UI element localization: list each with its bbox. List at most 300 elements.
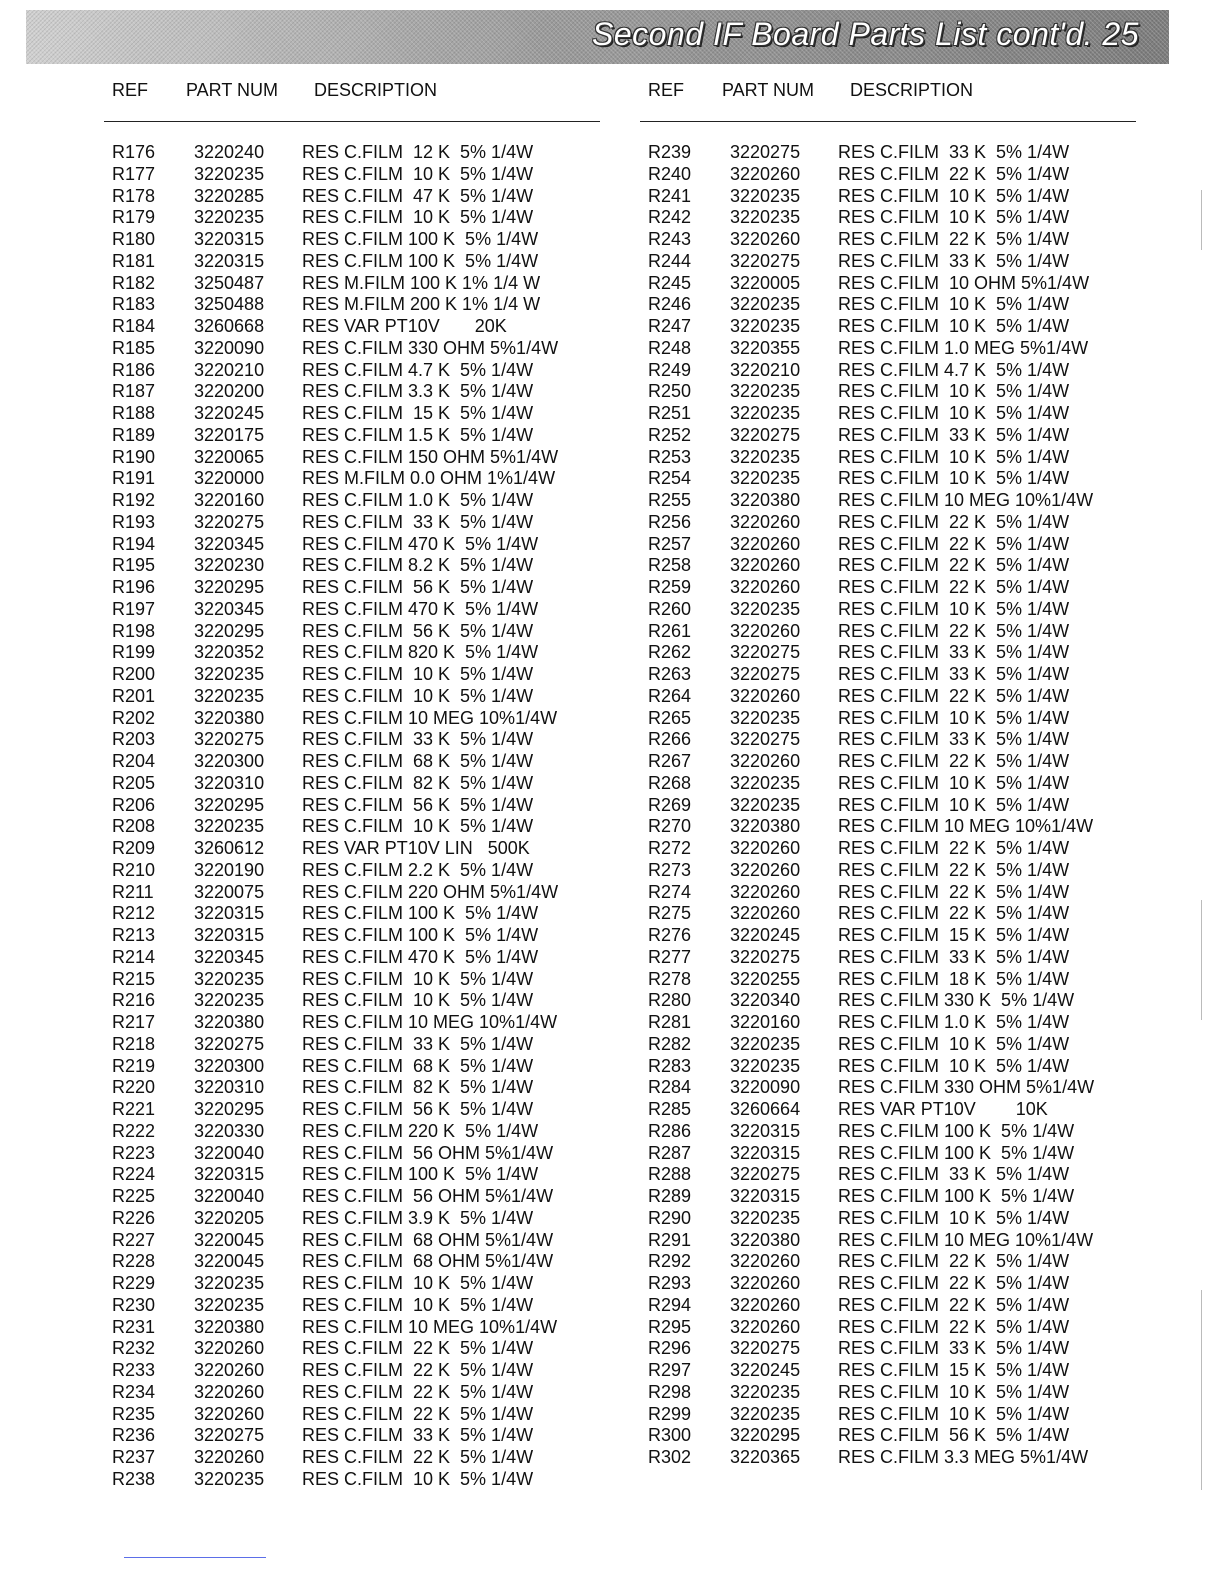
description-cell: RES C.FILM 10 K 5% 1/4W — [838, 772, 1070, 793]
table-row — [104, 947, 600, 969]
part-num-cell: 3220260 — [730, 1251, 801, 1272]
part-num-cell: 3220235 — [194, 207, 265, 228]
ref-cell: R238 — [112, 1468, 156, 1489]
ref-cell: R209 — [112, 838, 156, 858]
part-num-cell: 3220235 — [730, 707, 801, 728]
ref-cell: R177 — [112, 163, 156, 184]
header-divider — [640, 121, 1136, 122]
table-row — [104, 360, 600, 382]
ref-cell: R244 — [648, 250, 692, 271]
description-cell: RES C.FILM 33 K 5% 1/4W — [838, 664, 1070, 684]
table-row — [640, 1404, 1136, 1426]
description-cell: RES C.FILM 10 K 5% 1/4W — [302, 685, 534, 706]
part-num-cell: 3220210 — [730, 359, 801, 380]
description-cell: RES C.FILM 10 MEG 10%1/4W — [838, 1229, 1094, 1250]
ref-cell: R269 — [648, 794, 692, 815]
ref-cell: R198 — [112, 620, 156, 641]
description-cell: RES C.FILM 22 K 5% 1/4W — [838, 620, 1070, 641]
table-row — [104, 969, 600, 991]
description-cell: RES C.FILM 18 K 5% 1/4W — [838, 968, 1070, 989]
description-cell: RES C.FILM 22 K 5% 1/4W — [838, 838, 1070, 858]
part-num-cell: 3220235 — [730, 1033, 801, 1054]
part-num-cell: 3220260 — [730, 511, 801, 532]
table-row — [640, 816, 1136, 838]
table-row — [104, 186, 600, 208]
description-cell: RES VAR PT10V 20K — [302, 316, 507, 336]
description-cell: RES C.FILM 15 K 5% 1/4W — [838, 1360, 1070, 1380]
part-num-cell: 3220295 — [194, 1099, 265, 1119]
ref-cell: R255 — [648, 490, 692, 510]
part-num-cell: 3220235 — [194, 968, 265, 989]
table-row — [640, 925, 1136, 947]
ref-cell: R256 — [648, 511, 692, 532]
table-row — [640, 664, 1136, 686]
ref-cell: R179 — [112, 207, 156, 228]
table-row — [640, 1077, 1136, 1099]
header-part-num: PART NUM — [186, 80, 279, 100]
description-cell: RES M.FILM 0.0 OHM 1%1/4W — [302, 468, 556, 489]
part-num-cell: 3220235 — [730, 381, 801, 402]
part-num-cell: 3220315 — [730, 1186, 801, 1206]
description-cell: RES C.FILM 10 K 5% 1/4W — [838, 403, 1070, 423]
ref-cell: R191 — [112, 468, 156, 489]
ref-cell: R260 — [648, 598, 692, 619]
ref-cell: R220 — [112, 1077, 156, 1098]
ref-cell: R201 — [112, 685, 156, 706]
description-cell: RES C.FILM 33 K 5% 1/4W — [838, 424, 1070, 445]
ref-cell: R194 — [112, 533, 156, 554]
table-row — [640, 1230, 1136, 1252]
table-row — [640, 1164, 1136, 1186]
ref-cell: R188 — [112, 403, 156, 423]
description-cell: RES C.FILM 47 K 5% 1/4W — [302, 185, 534, 206]
ref-cell: R264 — [648, 685, 692, 706]
part-num-cell: 3220235 — [194, 1273, 265, 1293]
description-cell: RES C.FILM 22 K 5% 1/4W — [838, 533, 1070, 554]
ref-cell: R189 — [112, 424, 156, 445]
ref-cell: R231 — [112, 1316, 156, 1337]
part-num-cell: 3220235 — [730, 185, 801, 206]
ref-cell: R274 — [648, 881, 692, 902]
header-description: DESCRIPTION — [850, 80, 974, 100]
table-row — [104, 621, 600, 643]
table-row — [640, 1056, 1136, 1078]
ref-cell: R296 — [648, 1338, 692, 1359]
description-cell: RES C.FILM 8.2 K 5% 1/4W — [302, 555, 534, 576]
part-num-cell: 3220355 — [730, 337, 801, 358]
ref-cell: R184 — [112, 316, 156, 336]
ref-cell: R293 — [648, 1273, 692, 1293]
part-num-cell: 3220090 — [730, 1077, 801, 1098]
part-num-cell: 3220315 — [194, 1164, 265, 1185]
part-num-cell: 3220235 — [730, 1207, 801, 1228]
part-num-cell: 3220210 — [194, 359, 265, 380]
ref-cell: R297 — [648, 1360, 692, 1380]
part-num-cell: 3220075 — [194, 881, 265, 902]
description-cell: RES C.FILM 33 K 5% 1/4W — [302, 1425, 534, 1446]
part-num-cell: 3220345 — [194, 946, 265, 967]
part-num-cell: 3220235 — [730, 294, 801, 315]
part-num-cell: 3220315 — [194, 229, 265, 249]
ref-cell: R233 — [112, 1360, 156, 1380]
ref-cell: R277 — [648, 946, 692, 967]
table-row — [640, 425, 1136, 447]
table-row — [640, 534, 1136, 556]
description-cell: RES C.FILM 1.5 K 5% 1/4W — [302, 424, 534, 445]
part-num-cell: 3220235 — [730, 403, 801, 423]
part-num-cell: 3220245 — [730, 1360, 801, 1380]
part-num-cell: 3220235 — [730, 1055, 801, 1076]
description-cell: RES C.FILM 4.7 K 5% 1/4W — [302, 359, 534, 380]
part-num-cell: 3220380 — [194, 1316, 265, 1337]
part-num-cell: 3220235 — [730, 598, 801, 619]
part-num-cell: 3220235 — [730, 468, 801, 489]
table-row — [640, 229, 1136, 251]
part-num-cell: 3260612 — [194, 838, 265, 858]
description-cell: RES C.FILM 150 OHM 5%1/4W — [302, 446, 559, 467]
ref-cell: R196 — [112, 577, 156, 597]
part-num-cell: 3220245 — [194, 403, 265, 423]
description-cell: RES C.FILM 10 MEG 10%1/4W — [838, 490, 1094, 510]
description-cell: RES M.FILM 100 K 1% 1/4 W — [302, 272, 541, 293]
description-cell: RES C.FILM 15 K 5% 1/4W — [838, 925, 1070, 945]
table-row — [640, 1447, 1136, 1469]
table-row — [104, 251, 600, 273]
part-num-cell: 3220260 — [730, 838, 801, 858]
part-num-cell: 3220275 — [194, 511, 265, 532]
description-cell: RES C.FILM 82 K 5% 1/4W — [302, 1077, 534, 1098]
part-num-cell: 3250488 — [194, 294, 265, 315]
description-cell: RES C.FILM 56 K 5% 1/4W — [302, 577, 534, 597]
description-cell: RES C.FILM 22 K 5% 1/4W — [838, 1273, 1070, 1293]
table-row — [104, 1208, 600, 1230]
table-row — [104, 882, 600, 904]
description-cell: RES C.FILM 100 K 5% 1/4W — [302, 903, 539, 924]
table-row — [104, 425, 600, 447]
table-row — [104, 1077, 600, 1099]
ref-cell: R245 — [648, 272, 692, 293]
ref-cell: R266 — [648, 729, 692, 750]
table-row — [640, 142, 1136, 164]
table-row — [640, 164, 1136, 186]
table-row — [104, 294, 600, 316]
part-num-cell: 3220045 — [194, 1229, 265, 1250]
part-num-cell: 3220235 — [730, 446, 801, 467]
table-row — [640, 273, 1136, 295]
description-cell: RES C.FILM 68 OHM 5%1/4W — [302, 1251, 554, 1272]
description-cell: RES C.FILM 68 K 5% 1/4W — [302, 751, 534, 771]
table-row — [104, 838, 600, 860]
scan-edge-mark — [1201, 900, 1202, 1020]
part-num-cell: 3220275 — [730, 1164, 801, 1185]
part-num-cell: 3220295 — [730, 1425, 801, 1446]
table-row — [640, 708, 1136, 730]
description-cell: RES C.FILM 68 K 5% 1/4W — [302, 1055, 534, 1076]
ref-cell: R239 — [648, 142, 692, 162]
part-num-cell: 3220235 — [194, 1468, 265, 1489]
ref-cell: R276 — [648, 925, 692, 945]
table-row — [104, 164, 600, 186]
table-row — [104, 773, 600, 795]
part-num-cell: 3220295 — [194, 794, 265, 815]
ref-cell: R280 — [648, 990, 692, 1011]
part-num-cell: 3220235 — [730, 1381, 801, 1402]
ref-cell: R226 — [112, 1207, 156, 1228]
part-num-cell: 3220040 — [194, 1142, 265, 1163]
part-num-cell: 3220205 — [194, 1207, 265, 1228]
ref-cell: R275 — [648, 903, 692, 924]
ref-cell: R268 — [648, 772, 692, 793]
description-cell: RES C.FILM 10 K 5% 1/4W — [838, 316, 1070, 336]
part-num-cell: 3220260 — [730, 555, 801, 576]
part-num-cell: 3220090 — [194, 337, 265, 358]
table-row — [104, 1099, 600, 1121]
table-row — [640, 1208, 1136, 1230]
table-row — [640, 621, 1136, 643]
table-body — [104, 142, 600, 1491]
ref-cell: R298 — [648, 1381, 692, 1402]
ref-cell: R225 — [112, 1186, 156, 1206]
header-ref: REF — [112, 80, 148, 100]
ref-cell: R223 — [112, 1142, 156, 1163]
ref-cell: R270 — [648, 816, 692, 837]
part-num-cell: 3220300 — [194, 1055, 265, 1076]
description-cell: RES C.FILM 33 K 5% 1/4W — [838, 1338, 1070, 1359]
footer-line — [124, 1557, 266, 1558]
table-row — [104, 1273, 600, 1295]
description-cell: RES VAR PT10V 10K — [838, 1099, 1048, 1119]
description-cell: RES C.FILM 33 K 5% 1/4W — [302, 511, 534, 532]
ref-cell: R215 — [112, 968, 156, 989]
part-num-cell: 3220260 — [194, 1338, 265, 1359]
part-num-cell: 3220260 — [194, 1447, 265, 1467]
description-cell: RES C.FILM 22 K 5% 1/4W — [838, 685, 1070, 706]
table-row — [104, 903, 600, 925]
description-cell: RES C.FILM 56 K 5% 1/4W — [302, 620, 534, 641]
description-cell: RES C.FILM 10 K 5% 1/4W — [302, 1294, 534, 1315]
part-num-cell: 3220275 — [730, 142, 801, 162]
part-num-cell: 3220260 — [730, 881, 801, 902]
table-row — [104, 686, 600, 708]
part-num-cell: 3220230 — [194, 555, 265, 576]
description-cell: RES C.FILM 56 K 5% 1/4W — [302, 1099, 534, 1119]
ref-cell: R206 — [112, 794, 156, 815]
description-cell: RES C.FILM 3.3 K 5% 1/4W — [302, 381, 534, 402]
description-cell: RES C.FILM 10 MEG 10%1/4W — [838, 816, 1094, 837]
part-num-cell: 3220260 — [730, 620, 801, 641]
part-num-cell: 3220380 — [730, 490, 801, 510]
part-num-cell: 3220345 — [194, 533, 265, 554]
ref-cell: R234 — [112, 1381, 156, 1402]
table-row — [104, 1251, 600, 1273]
table-row — [640, 599, 1136, 621]
ref-cell: R210 — [112, 859, 156, 880]
part-num-cell: 3260664 — [730, 1099, 801, 1119]
table-row — [104, 1404, 600, 1426]
part-num-cell: 3220260 — [730, 1273, 801, 1293]
table-row — [640, 969, 1136, 991]
table-row — [640, 1338, 1136, 1360]
description-cell: RES C.FILM 15 K 5% 1/4W — [302, 403, 534, 423]
ref-cell: R228 — [112, 1251, 156, 1272]
table-row — [640, 1099, 1136, 1121]
part-num-cell: 3220380 — [730, 816, 801, 837]
part-num-cell: 3220285 — [194, 185, 265, 206]
description-cell: RES C.FILM 56 OHM 5%1/4W — [302, 1186, 554, 1206]
description-cell: RES C.FILM 22 K 5% 1/4W — [302, 1360, 534, 1380]
table-row — [104, 555, 600, 577]
description-cell: RES C.FILM 33 K 5% 1/4W — [302, 729, 534, 750]
ref-cell: R176 — [112, 142, 156, 162]
ref-cell: R214 — [112, 946, 156, 967]
description-cell: RES C.FILM 10 K 5% 1/4W — [838, 1207, 1070, 1228]
part-num-cell: 3220260 — [730, 859, 801, 880]
table-row — [640, 838, 1136, 860]
ref-cell: R263 — [648, 664, 692, 684]
description-cell: RES C.FILM 22 K 5% 1/4W — [838, 859, 1070, 880]
ref-cell: R243 — [648, 229, 692, 249]
description-cell: RES C.FILM 1.0 K 5% 1/4W — [838, 1012, 1070, 1032]
table-row — [640, 447, 1136, 469]
table-row — [104, 1469, 600, 1491]
part-num-cell: 3220260 — [730, 685, 801, 706]
ref-cell: R230 — [112, 1294, 156, 1315]
part-num-cell: 3220045 — [194, 1251, 265, 1272]
part-num-cell: 3220260 — [730, 1294, 801, 1315]
description-cell: RES C.FILM 22 K 5% 1/4W — [838, 1316, 1070, 1337]
table-row — [104, 599, 600, 621]
ref-cell: R254 — [648, 468, 692, 489]
part-num-cell: 3220260 — [730, 533, 801, 554]
description-cell: RES C.FILM 22 K 5% 1/4W — [838, 163, 1070, 184]
ref-cell: R252 — [648, 424, 692, 445]
description-cell: RES C.FILM 3.3 MEG 5%1/4W — [838, 1447, 1089, 1467]
ref-cell: R285 — [648, 1099, 692, 1119]
description-cell: RES C.FILM 1.0 MEG 5%1/4W — [838, 337, 1089, 358]
description-cell: RES VAR PT10V LIN 500K — [302, 838, 530, 858]
table-row — [104, 664, 600, 686]
header-description: DESCRIPTION — [314, 80, 438, 100]
table-row — [640, 1273, 1136, 1295]
description-cell: RES C.FILM 10 K 5% 1/4W — [302, 968, 534, 989]
description-cell: RES C.FILM 10 K 5% 1/4W — [838, 1381, 1070, 1402]
part-num-cell: 3220000 — [194, 468, 265, 489]
part-num-cell: 3220235 — [194, 664, 265, 684]
description-cell: RES C.FILM 56 K 5% 1/4W — [838, 1425, 1070, 1446]
table-row — [640, 251, 1136, 273]
description-cell: RES C.FILM 22 K 5% 1/4W — [838, 1251, 1070, 1272]
table-row — [104, 1317, 600, 1339]
scan-edge-mark — [1201, 1290, 1202, 1490]
description-cell: RES C.FILM 100 K 5% 1/4W — [838, 1142, 1075, 1163]
ref-cell: R250 — [648, 381, 692, 402]
ref-cell: R291 — [648, 1229, 692, 1250]
description-cell: RES C.FILM 3.9 K 5% 1/4W — [302, 1207, 534, 1228]
part-num-cell: 3220330 — [194, 1120, 265, 1141]
ref-cell: R251 — [648, 403, 692, 423]
ref-cell: R195 — [112, 555, 156, 576]
part-num-cell: 3220310 — [194, 1077, 265, 1098]
description-cell: RES C.FILM 22 K 5% 1/4W — [302, 1381, 534, 1402]
table-row — [104, 1338, 600, 1360]
description-cell: RES C.FILM 10 K 5% 1/4W — [302, 664, 534, 684]
table-row — [640, 642, 1136, 664]
part-num-cell: 3220315 — [194, 925, 265, 945]
table-row — [640, 1012, 1136, 1034]
table-row — [640, 686, 1136, 708]
ref-cell: R181 — [112, 250, 156, 271]
part-num-cell: 3220275 — [730, 1338, 801, 1359]
part-num-cell: 3220275 — [730, 424, 801, 445]
ref-cell: R273 — [648, 859, 692, 880]
description-cell: RES C.FILM 10 K 5% 1/4W — [302, 1468, 534, 1489]
ref-cell: R240 — [648, 163, 692, 184]
table-row — [640, 1121, 1136, 1143]
ref-cell: R278 — [648, 968, 692, 989]
description-cell: RES C.FILM 33 K 5% 1/4W — [838, 642, 1070, 663]
part-num-cell: 3220190 — [194, 859, 265, 880]
table-header — [640, 72, 1136, 112]
part-num-cell: 3220255 — [730, 968, 801, 989]
description-cell: RES C.FILM 820 K 5% 1/4W — [302, 642, 539, 663]
header-divider — [104, 121, 600, 122]
ref-cell: R213 — [112, 925, 156, 945]
table-row — [640, 860, 1136, 882]
description-cell: RES C.FILM 33 K 5% 1/4W — [838, 142, 1070, 162]
table-body — [640, 142, 1136, 1469]
description-cell: RES C.FILM 22 K 5% 1/4W — [838, 511, 1070, 532]
part-num-cell: 3220275 — [730, 729, 801, 750]
ref-cell: R186 — [112, 359, 156, 380]
table-row — [640, 773, 1136, 795]
description-cell: RES C.FILM 10 MEG 10%1/4W — [302, 1012, 558, 1032]
ref-cell: R286 — [648, 1120, 692, 1141]
ref-cell: R236 — [112, 1425, 156, 1446]
part-num-cell: 3220235 — [730, 794, 801, 815]
table-row — [640, 1317, 1136, 1339]
table-row — [640, 207, 1136, 229]
ref-cell: R178 — [112, 185, 156, 206]
ref-cell: R205 — [112, 772, 156, 793]
table-row — [640, 903, 1136, 925]
description-cell: RES C.FILM 220 K 5% 1/4W — [302, 1120, 539, 1141]
description-cell: RES C.FILM 22 K 5% 1/4W — [838, 751, 1070, 771]
description-cell: RES M.FILM 200 K 1% 1/4 W — [302, 294, 541, 315]
description-cell: RES C.FILM 100 K 5% 1/4W — [838, 1186, 1075, 1206]
part-num-cell: 3220315 — [730, 1120, 801, 1141]
part-num-cell: 3220235 — [194, 990, 265, 1011]
part-num-cell: 3220005 — [730, 272, 801, 293]
ref-cell: R257 — [648, 533, 692, 554]
description-cell: RES C.FILM 68 OHM 5%1/4W — [302, 1229, 554, 1250]
part-num-cell: 3220260 — [194, 1403, 265, 1424]
description-cell: RES C.FILM 470 K 5% 1/4W — [302, 946, 539, 967]
description-cell: RES C.FILM 56 K 5% 1/4W — [302, 794, 534, 815]
description-cell: RES C.FILM 10 K 5% 1/4W — [838, 381, 1070, 402]
description-cell: RES C.FILM 22 K 5% 1/4W — [838, 881, 1070, 902]
scan-edge-mark — [1201, 190, 1202, 250]
table-row — [104, 1034, 600, 1056]
ref-cell: R261 — [648, 620, 692, 641]
description-cell: RES C.FILM 10 MEG 10%1/4W — [302, 1316, 558, 1337]
table-row — [104, 990, 600, 1012]
description-cell: RES C.FILM 10 K 5% 1/4W — [302, 1273, 534, 1293]
part-num-cell: 3220260 — [194, 1360, 265, 1380]
description-cell: RES C.FILM 100 K 5% 1/4W — [838, 1120, 1075, 1141]
table-row — [640, 990, 1136, 1012]
description-cell: RES C.FILM 22 K 5% 1/4W — [838, 229, 1070, 249]
ref-cell: R265 — [648, 707, 692, 728]
